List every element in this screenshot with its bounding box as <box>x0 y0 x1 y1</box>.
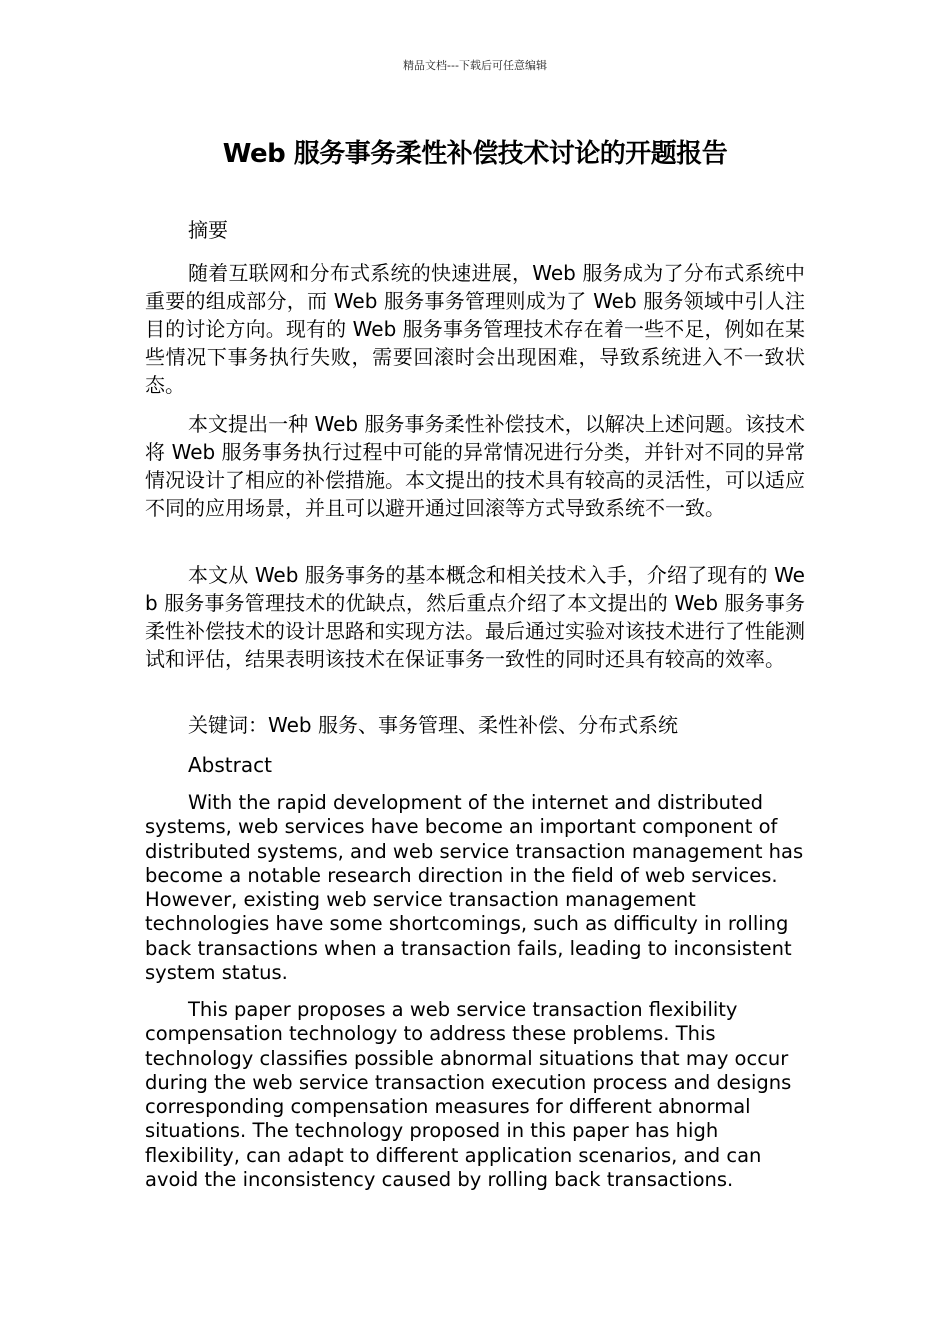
abstract-cn-paragraph-2: 本文提出一种 Web 服务事务柔性补偿技术，以解决上述问题。该技术将 Web 服务事务执行过程中可能的异常情况进行分类，并针对不同的异常情况设计了相应的补偿措施。本文提出的技术具有较高的灵活性，可以适应不同的应用场景，并且可以避开通过回滚等方式导致系统不一致。 <box>145 412 805 520</box>
abstract-cn-paragraph-1: 随着互联网和分布式系统的快速进展，Web 服务成为了分布式系统中重要的组成部分，而 Web 服务事务管理则成为了 Web 服务领域中引人注目的讨论方向。现有的 Web 服务事务管理技术存在着一些不足，例如在某些情况下事务执行失败，需要回滚时会出现困难，导致系统进入不一致状态。 <box>145 261 805 397</box>
abstract-en-paragraph-1: With the rapid development of the internet and distributed systems, web services have become an important component of distributed systems, and web service transaction management has become a notable research direction in the field of web services. However, existing web service transaction management technologies have some shortcomings, such as difficulty in rolling back transactions when a transaction fails, leading to inconsistent system status. <box>145 791 804 985</box>
abstract-cn-heading: 摘要 <box>188 218 228 242</box>
header-note: 精品文档---下载后可任意编辑 <box>403 59 547 72</box>
keywords-line: 关键词：Web 服务、事务管理、柔性补偿、分布式系统 <box>188 713 678 737</box>
abstract-cn-paragraph-3: 本文从 Web 服务事务的基本概念和相关技术入手，介绍了现有的 Web 服务事务管理技术的优缺点，然后重点介绍了本文提出的 Web 服务事务柔性补偿技术的设计思路和实现方法。最后通过实验对该技术进行了性能测试和评估，结果表明该技术在保证事务一致性的同时还具有较高的效率。 <box>145 563 805 671</box>
abstract-en-heading: Abstract <box>188 753 272 777</box>
abstract-en-paragraph-2: This paper proposes a web service transaction flexibility compensation technology to address these problems. This technology classifies possible abnormal situations that may occur during the web service transaction execution process and designs corresponding compensation measures for different abnormal situations. The technology proposed in this paper has high flexibility, can adapt to different application scenarios, and can avoid the inconsistency caused by rolling back transactions. <box>145 998 792 1192</box>
document-title: Web 服务事务柔性补偿技术讨论的开题报告 <box>222 139 728 169</box>
